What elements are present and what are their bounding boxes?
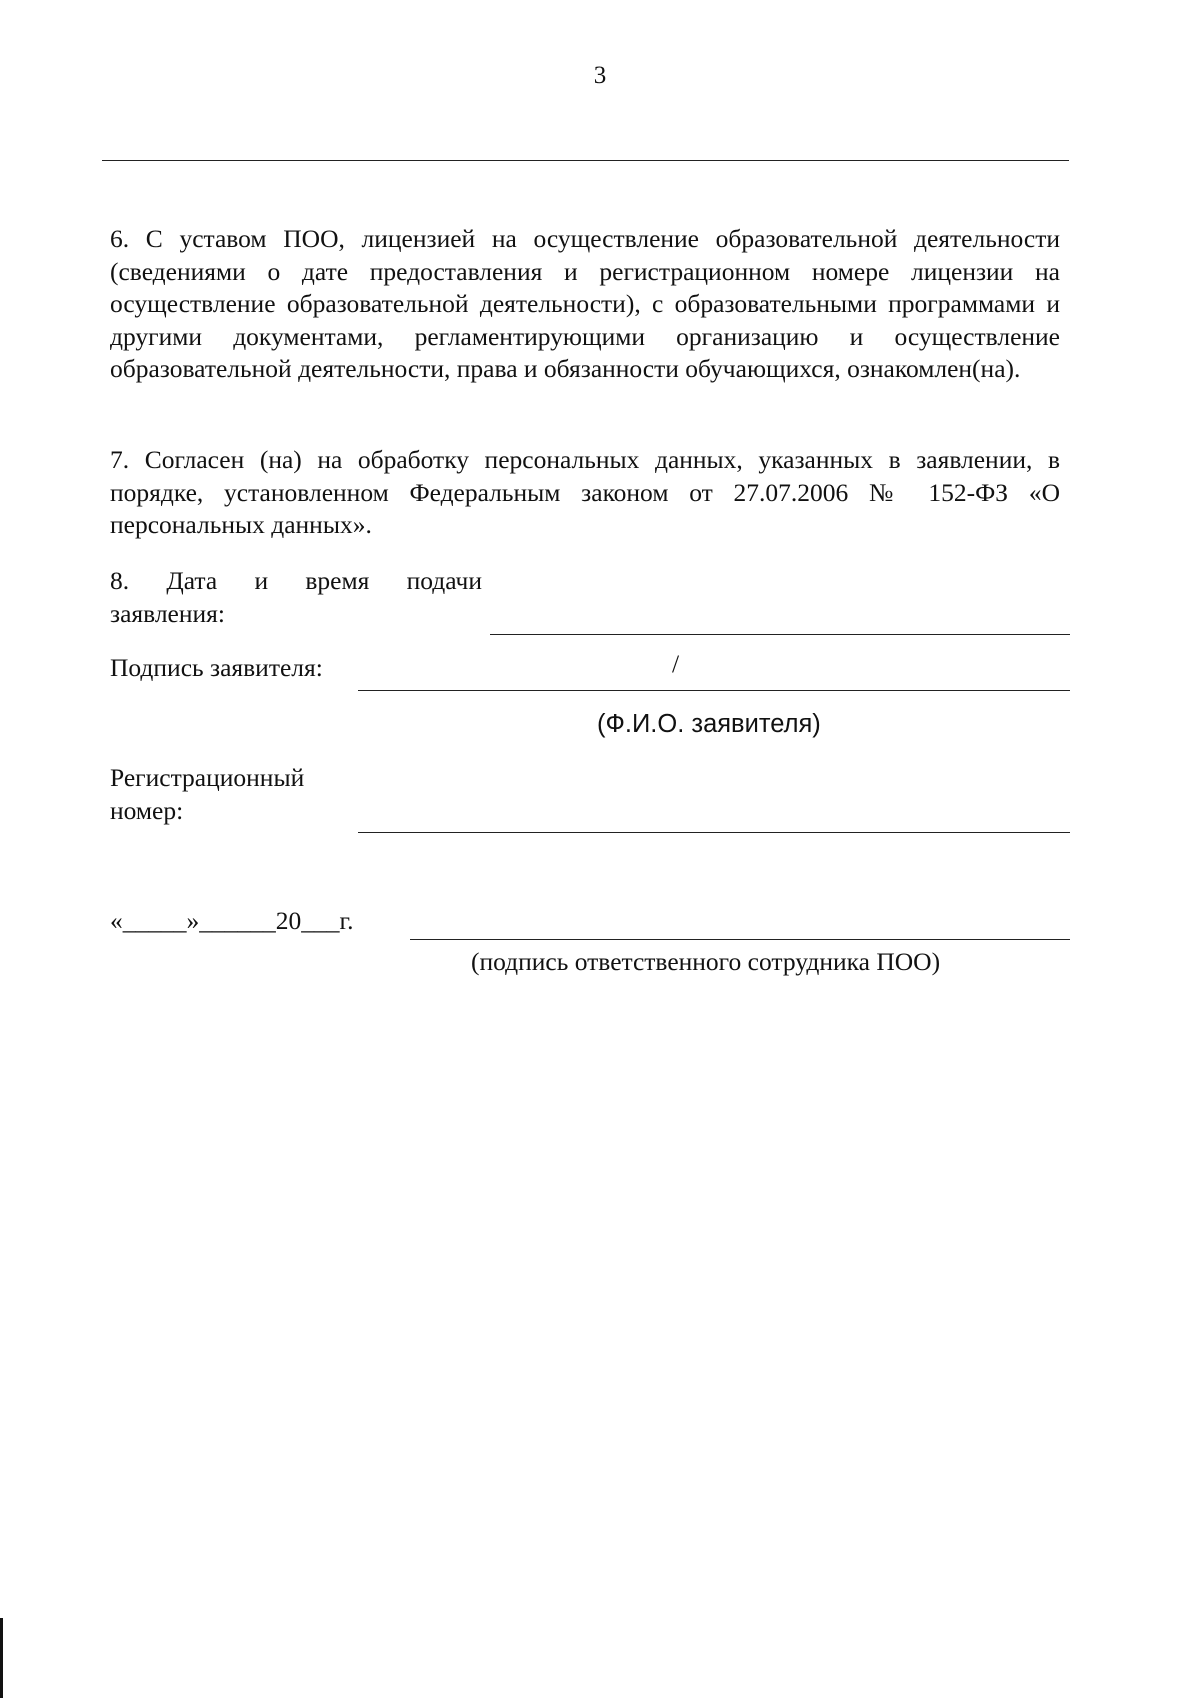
date-template[interactable]: «_____»______20___г.	[110, 906, 354, 935]
scan-edge-mark	[0, 1618, 3, 1698]
signature-field-line[interactable]	[358, 690, 1070, 691]
registration-number-field-line[interactable]	[358, 832, 1070, 833]
paragraph-6-acknowledgement: 6. С уставом ПОО, лицензией на осуществление образовательной деятельности (сведениями о дате предоставления и регистрационном номере лицензии на осуществление образовательной деятельности), с образовательными программами и другими документами, регламентирующими организацию и осуществление образовательной деятельности, права и обязанности обучающихся, ознакомлен(на).	[110, 224, 1060, 383]
signature-separator: /	[672, 649, 680, 678]
date-time-label-line1: 8. Дата и время подачи	[110, 566, 482, 595]
staff-signature-caption: (подпись ответственного сотрудника ПОО)	[471, 947, 941, 976]
registration-label-line1: Регистрационный	[110, 763, 305, 792]
paragraph-7-personal-data-consent: 7. Согласен (на) на обработку персональных данных, указанных в заявлении, в порядке, установленном Федеральным законом от 27.07.2006 № 152-ФЗ «О персональных данных».	[110, 445, 1060, 539]
signature-label: Подпись заявителя:	[110, 653, 323, 682]
staff-signature-field-line[interactable]	[410, 939, 1070, 940]
date-time-label	[110, 565, 482, 630]
date-time-field-line[interactable]	[490, 634, 1070, 635]
header-rule	[102, 160, 1069, 161]
registration-label	[110, 762, 304, 827]
applicant-name-caption: (Ф.И.О. заявителя)	[597, 710, 821, 738]
registration-label-line2: номер:	[110, 795, 184, 825]
date-time-label-line2: заявления:	[110, 598, 225, 628]
page-number: 3	[593, 62, 607, 89]
